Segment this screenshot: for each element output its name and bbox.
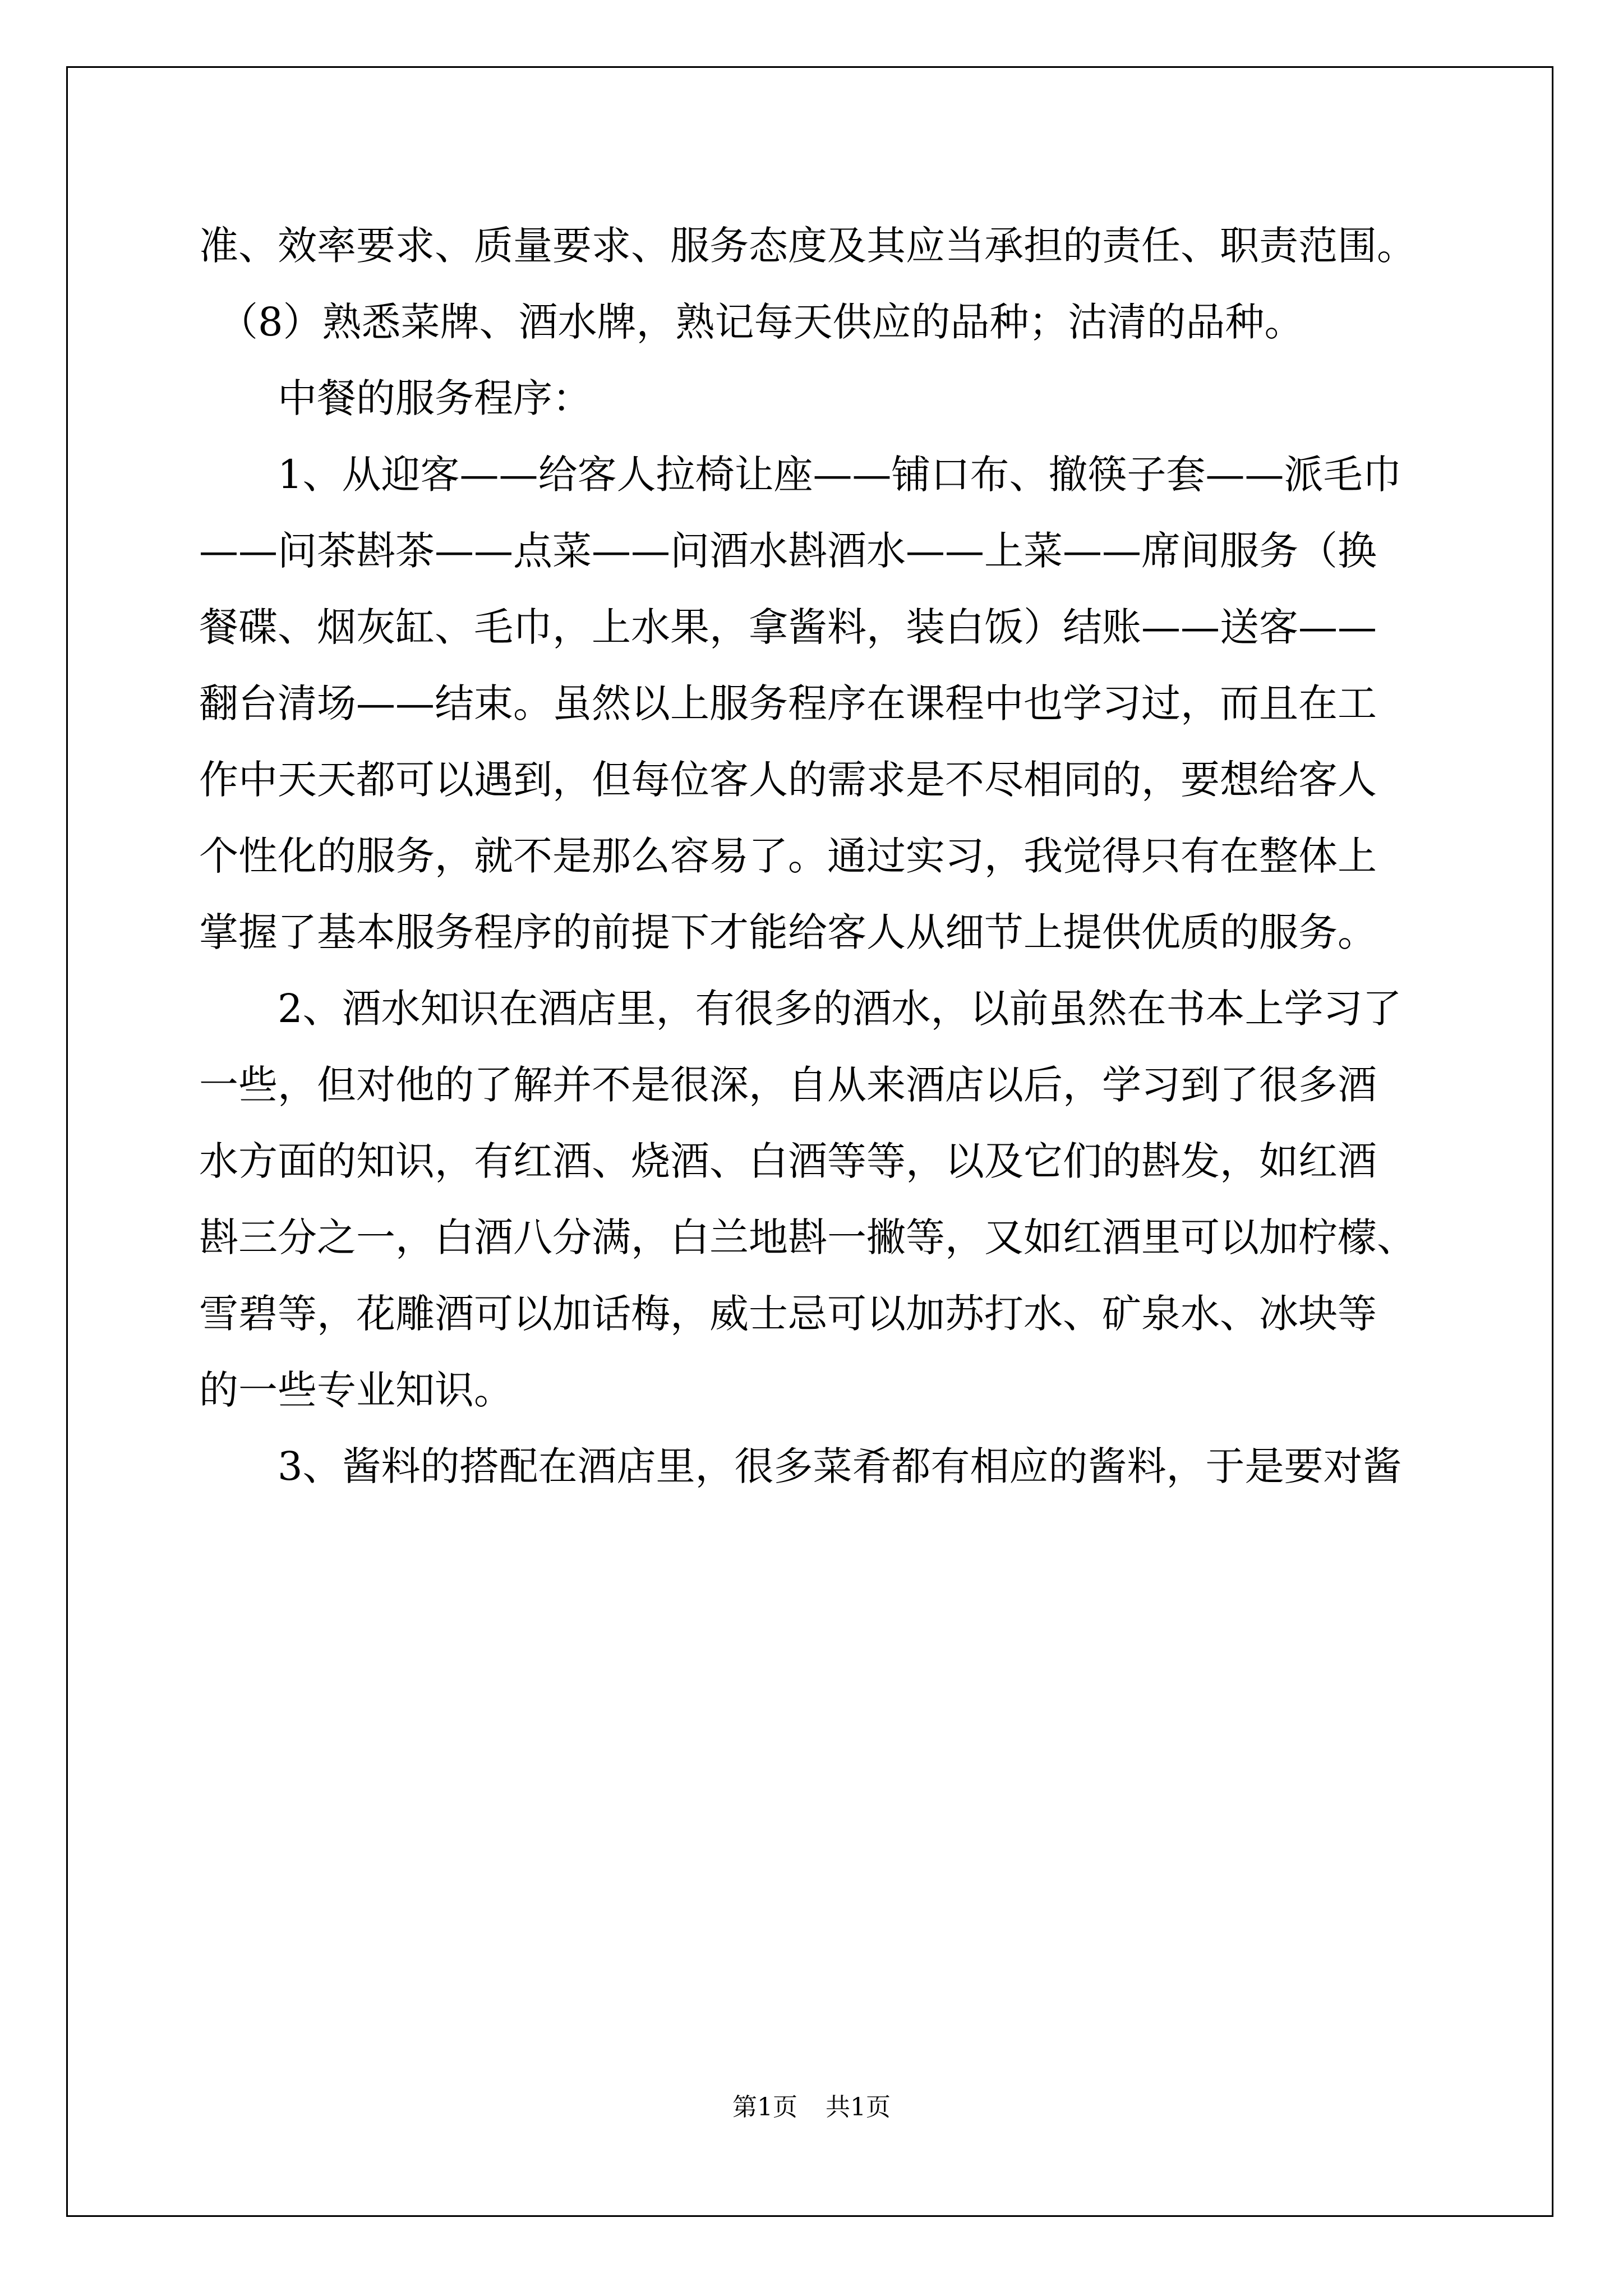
document-body	[199, 208, 1433, 1504]
text-line: 的一些专业知识。	[199, 1367, 513, 1413]
text-line: ——问茶斟茶——点菜——问酒水斟酒水——上菜——席间服务（换	[199, 528, 1377, 574]
text-line: 个性化的服务，就不是那么容易了。通过实习，我觉得只有在整体上	[199, 833, 1377, 879]
text-line: 掌握了基本服务程序的前提下才能给客人从细节上提供优质的服务。	[199, 909, 1377, 955]
page-number-total: 共1页	[826, 2093, 891, 2122]
text-line: 2、酒水知识在酒店里，有很多的酒水，以前虽然在书本上学习了	[199, 986, 1402, 1032]
text-line: 作中天天都可以遇到，但每位客人的需求是不尽相同的，要想给客人	[199, 757, 1377, 803]
text-line: 斟三分之一，白酒八分满，白兰地斟一撇等，又如红酒里可以加柠檬、	[199, 1214, 1416, 1260]
text-line: （8）熟悉菜牌、酒水牌，熟记每天供应的品种；沽清的品种。	[199, 299, 1304, 345]
text-line: 水方面的知识，有红酒、烧酒、白酒等等，以及它们的斟发，如红酒	[199, 1138, 1377, 1184]
text-line: 中餐的服务程序：	[199, 375, 592, 421]
text-line: 一些，但对他的了解并不是很深，自从来酒店以后，学习到了很多酒	[199, 1062, 1377, 1108]
text-line: 1、从迎客——给客人拉椅让座——铺口布、撤筷子套——派毛巾	[199, 452, 1402, 498]
text-line: 餐碟、烟灰缸、毛巾，上水果，拿酱料，装白饭）结账——送客——	[199, 604, 1377, 650]
text-line: 翻台清场——结束。虽然以上服务程序在课程中也学习过，而且在工	[199, 680, 1377, 726]
text-line: 准、效率要求、质量要求、服务态度及其应当承担的责任、职责范围。	[199, 223, 1416, 269]
page-number-current: 第1页	[732, 2093, 797, 2122]
text-line: 3、酱料的搭配在酒店里，很多菜肴都有相应的酱料，于是要对酱	[199, 1443, 1402, 1489]
page-footer	[0, 2087, 1623, 2123]
text-line: 雪碧等，花雕酒可以加话梅，威士忌可以加苏打水、矿泉水、冰块等	[199, 1291, 1377, 1337]
